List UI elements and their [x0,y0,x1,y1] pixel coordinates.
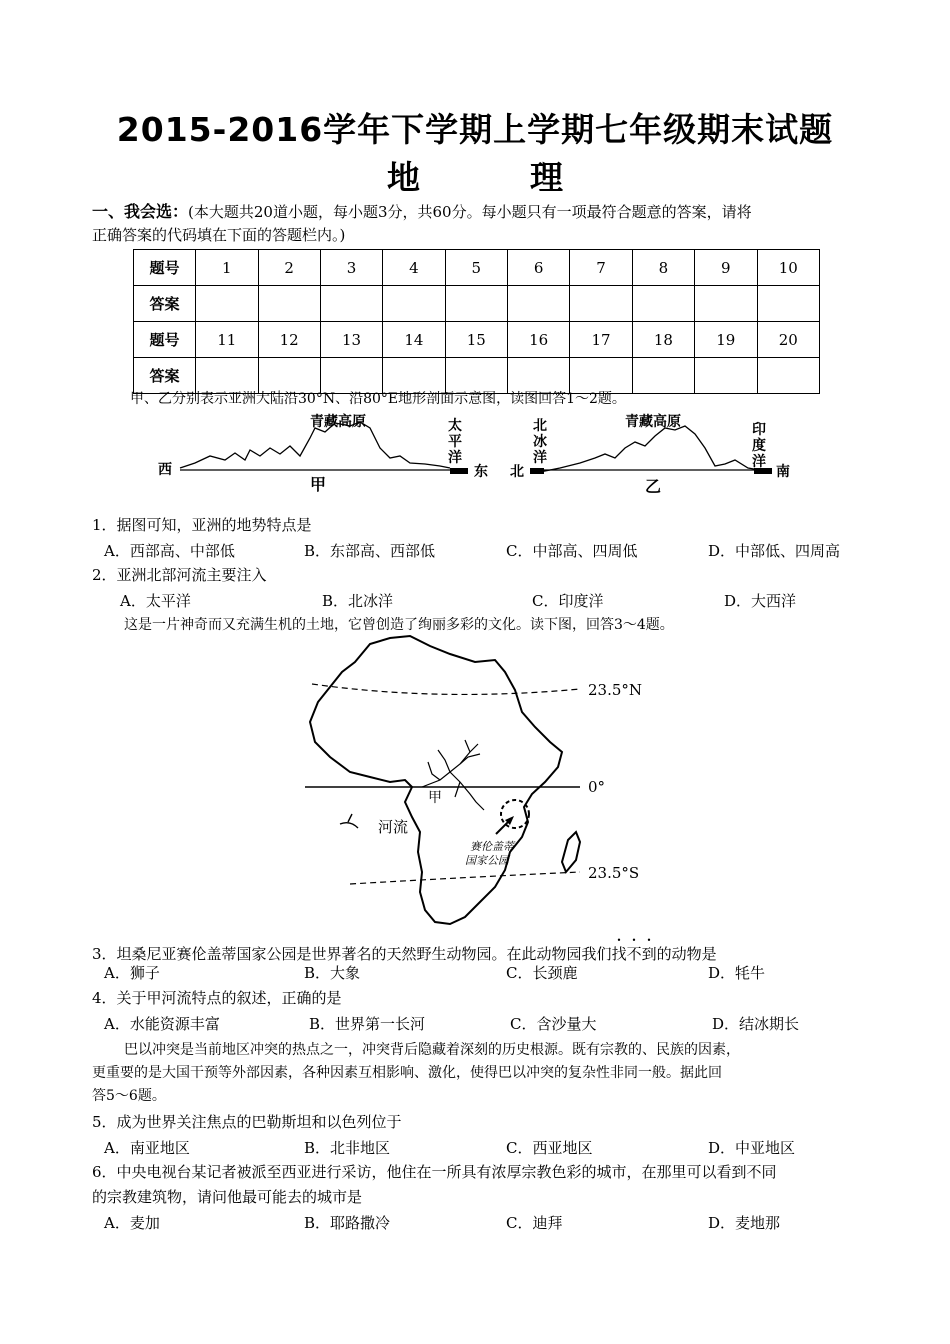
qnum-cell: 20 [757,322,820,358]
fig1-caption: 甲、乙分别表示亚洲大陆沿30°N、沿80°E地形剖面示意图，读图回答1～2题。 [130,391,626,407]
label-jia-river: 甲 [428,790,442,806]
label-arctic-1: 北 [533,418,547,434]
qnum-cell: 6 [508,250,570,286]
qnum-label: 题号 [134,322,196,358]
label-west: 西 [158,462,172,478]
q3-stem-c: 的动物是 [656,945,717,963]
profile-yi-sea-n [530,468,544,474]
label-river-legend: 河流 [378,818,409,836]
label-arctic-2: 冰 [533,434,547,450]
qnum-cell: 14 [383,322,445,358]
answer-cell[interactable] [632,358,694,394]
qnum-cell: 11 [196,322,258,358]
profile-yi-terrain [540,426,760,472]
q6-stem-b: 的宗教建筑物，请问他最可能去的城市是 [92,1188,363,1206]
label-pacific-2: 平 [448,434,462,450]
answer-table-row [134,250,820,286]
q6-option-b[interactable]: B．耶路撒冷 [304,1214,391,1232]
terrain-profile-figure [150,408,810,498]
q1-option-c[interactable]: C．中部高、四周低 [506,542,638,560]
intro-q5-6-line3: 答5～6题。 [92,1088,166,1104]
intro-q3-4: 这是一片神奇而又充满生机的土地，它曾创造了绚丽多彩的文化。读下图，回答3～4题。 [124,617,674,633]
qnum-cell: 4 [383,250,445,286]
qnum-cell: 15 [445,322,507,358]
section1-instruction-a: (本大题共20道小题，每小题3分，共60分。每小题只有一项最符合题意的答案，请将 [188,203,752,221]
subject-title [0,152,950,199]
answer-cell[interactable] [570,286,632,322]
subject-char-1: 地 [387,158,420,197]
q4-option-b[interactable]: B．世界第一长河 [309,1015,426,1033]
q3-option-a[interactable]: A．狮子 [104,964,160,982]
africa-outline [310,636,562,924]
qnum-cell: 7 [570,250,632,286]
answer-table-row [134,322,820,358]
answer-cell[interactable] [196,286,258,322]
q5-stem: 5．成为世界关注焦点的巴勒斯坦和以色列位于 [92,1113,402,1131]
label-equator: 0° [588,778,606,796]
label-plateau-jia: 青藏高原 [310,414,366,430]
label-east: 东 [474,464,488,480]
africa-map-figure [300,632,660,932]
q4-option-c[interactable]: C．含沙量大 [510,1015,597,1033]
subject-char-2: 理 [530,158,563,197]
section1-instruction-b: 正确答案的代码填在下面的答题栏内。) [92,226,346,244]
answer-cell[interactable] [695,286,757,322]
section1-instruction [92,201,752,223]
qnum-cell: 18 [632,322,694,358]
q2-option-c[interactable]: C．印度洋 [532,592,604,610]
answer-table-row [134,286,820,322]
q1-option-b[interactable]: B．东部高、西部低 [304,542,436,560]
q3-stem [92,936,717,965]
qnum-cell: 17 [570,322,632,358]
q2-option-a[interactable]: A．太平洋 [120,592,191,610]
river-legend-symbol [340,814,358,828]
q2-stem: 2．亚洲北部河流主要注入 [92,566,267,584]
qnum-label: 题号 [134,250,196,286]
q6-option-a[interactable]: A．麦加 [104,1214,160,1232]
qnum-cell: 16 [508,322,570,358]
q3-option-c[interactable]: C．长颈鹿 [506,964,578,982]
qnum-cell: 3 [320,250,382,286]
q6-option-c[interactable]: C．迪拜 [506,1214,563,1232]
qnum-cell: 10 [757,250,820,286]
answer-cell[interactable] [632,286,694,322]
answer-cell[interactable] [445,286,507,322]
label-park-1: 赛伦盖蒂 [470,840,514,853]
q4-option-d[interactable]: D．结冰期长 [712,1015,800,1033]
q2-option-d[interactable]: D．大西洋 [724,592,797,610]
answer-cell[interactable] [695,358,757,394]
exam-title: 2015-2016学年下学期上学期七年级期末试题 [116,110,834,149]
q3-option-b[interactable]: B．大象 [304,964,361,982]
section1-heading: 一、我会选： [92,202,189,221]
answer-cell[interactable] [508,286,570,322]
answer-table [133,249,820,394]
label-park-2: 国家公园 [465,854,509,867]
qnum-cell: 2 [258,250,320,286]
label-tropic-n: 23.5°N [588,681,643,699]
answer-cell[interactable] [258,286,320,322]
answer-label: 答案 [134,286,196,322]
label-north: 北 [510,464,524,480]
qnum-cell: 1 [196,250,258,286]
label-plateau-yi: 青藏高原 [625,414,681,430]
q5-option-b[interactable]: B．北非地区 [304,1139,391,1157]
q5-option-a[interactable]: A．南亚地区 [104,1139,190,1157]
q1-stem: 1．据图可知，亚洲的地势特点是 [92,516,312,534]
intro-q5-6-line1: 巴以冲突是当前地区冲突的热点之一，冲突背后隐藏着深刻的历史根源。既有宗教的、民族的因素， [124,1042,740,1058]
label-indian-2: 度 [752,438,766,454]
qnum-cell: 5 [445,250,507,286]
q5-option-d[interactable]: D．中亚地区 [708,1139,796,1157]
label-indian-1: 印 [752,422,766,438]
q6-stem-a: 6．中央电视台某记者被派至西亚进行采访，他住在一所具有浓厚宗教色彩的城市，在那里可以看到不同 [92,1163,777,1181]
label-tropic-s: 23.5°S [588,864,640,882]
q4-stem: 4．关于甲河流特点的叙述，正确的是 [92,989,342,1007]
q5-option-c[interactable]: C．西亚地区 [506,1139,593,1157]
qnum-cell: 19 [695,322,757,358]
label-jia: 甲 [310,475,327,494]
qnum-cell: 12 [258,322,320,358]
label-indian-3: 洋 [752,454,766,470]
q4-option-a[interactable]: A．水能资源丰富 [104,1015,220,1033]
label-arctic-3: 洋 [533,450,547,466]
answer-cell[interactable] [320,286,382,322]
q3-stem-emphasis: 找不到 [611,945,657,963]
q1-option-d[interactable]: D．中部低、四周高 [708,542,841,560]
answer-label: 答案 [134,358,196,394]
qnum-cell: 9 [695,250,757,286]
q1-option-a[interactable]: A．西部高、中部低 [104,542,235,560]
profile-jia-sea [450,468,468,474]
answer-cell[interactable] [757,358,820,394]
q6-option-d[interactable]: D．麦地那 [708,1214,781,1232]
label-yi: 乙 [645,477,662,496]
q3-stem-a: 3．坦桑尼亚赛伦盖蒂国家公园是世界著名的天然野生动物园。在此动物园我们 [92,945,612,963]
answer-cell[interactable] [383,286,445,322]
madagascar [562,832,580,872]
qnum-cell: 8 [632,250,694,286]
label-pacific-1: 太 [448,418,462,434]
answer-cell[interactable] [757,286,820,322]
intro-q5-6-line2: 更重要的是大国干预等外部因素，各种因素互相影响、激化，使得巴以冲突的复杂性非同一般。据此回 [92,1065,722,1081]
qnum-cell: 13 [320,322,382,358]
label-pacific-3: 洋 [448,450,462,466]
q2-option-b[interactable]: B．北冰洋 [322,592,394,610]
q3-option-d[interactable]: D．牦牛 [708,964,766,982]
label-south: 南 [776,464,790,480]
